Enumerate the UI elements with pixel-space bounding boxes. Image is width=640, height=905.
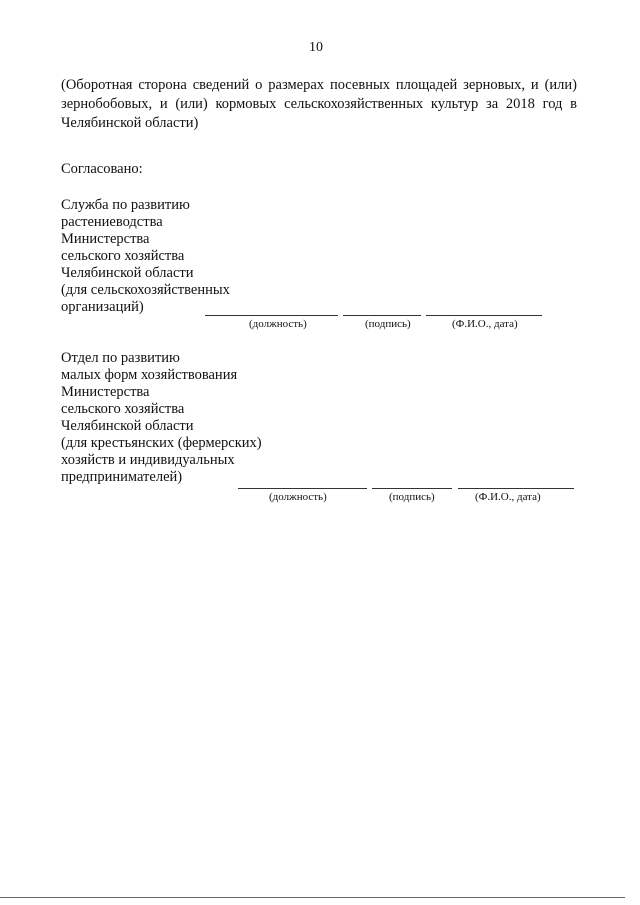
caption-name-date: (Ф.И.О., дата): [452, 318, 518, 330]
block-line: (для сельскохозяйственных: [61, 282, 230, 298]
block-line: хозяйств и индивидуальных: [61, 452, 235, 468]
caption-position: (должность): [249, 318, 307, 330]
page-number: 10: [309, 40, 323, 55]
block-line: Челябинской области: [61, 265, 194, 281]
heading-line: Челябинской области): [61, 115, 199, 131]
caption-signature: (подпись): [365, 318, 411, 330]
heading-line: (Оборотная сторона сведений о размерах посевных площадей зерновых, и (или): [61, 77, 577, 93]
block-line: (для крестьянских (фермерских): [61, 435, 262, 451]
caption-position: (должность): [269, 491, 327, 503]
block-line: организаций): [61, 299, 144, 315]
block-line: сельского хозяйства: [61, 401, 185, 417]
block-line: малых форм хозяйствования: [61, 367, 238, 383]
block-line: Служба по развитию: [61, 197, 190, 213]
block-line: Отдел по развитию: [61, 350, 180, 366]
block-line: Министерства: [61, 384, 150, 400]
block-line: предпринимателей): [61, 469, 183, 485]
signature-line-signature: [372, 488, 452, 489]
signature-line-position: [205, 315, 338, 316]
signature-line-name-date: [458, 488, 574, 489]
block-line: Министерства: [61, 231, 150, 247]
block-line: Челябинской области: [61, 418, 194, 434]
caption-name-date: (Ф.И.О., дата): [475, 491, 541, 503]
block-line: растениеводства: [61, 214, 163, 230]
signature-line-position: [238, 488, 367, 489]
document-heading: [61, 76, 577, 133]
heading-line: зернобобовых, и (или) кормовых сельскохозяйственных культур за 2018 год в: [61, 96, 577, 112]
signature-line-signature: [343, 315, 421, 316]
block-line: сельского хозяйства: [61, 248, 185, 264]
caption-signature: (подпись): [389, 491, 435, 503]
approver-block-crop-service: [61, 197, 230, 316]
approved-label: Согласовано:: [61, 161, 143, 177]
approver-block-small-business: [61, 350, 262, 486]
signature-line-name-date: [426, 315, 542, 316]
page-bottom-edge: [0, 897, 625, 898]
